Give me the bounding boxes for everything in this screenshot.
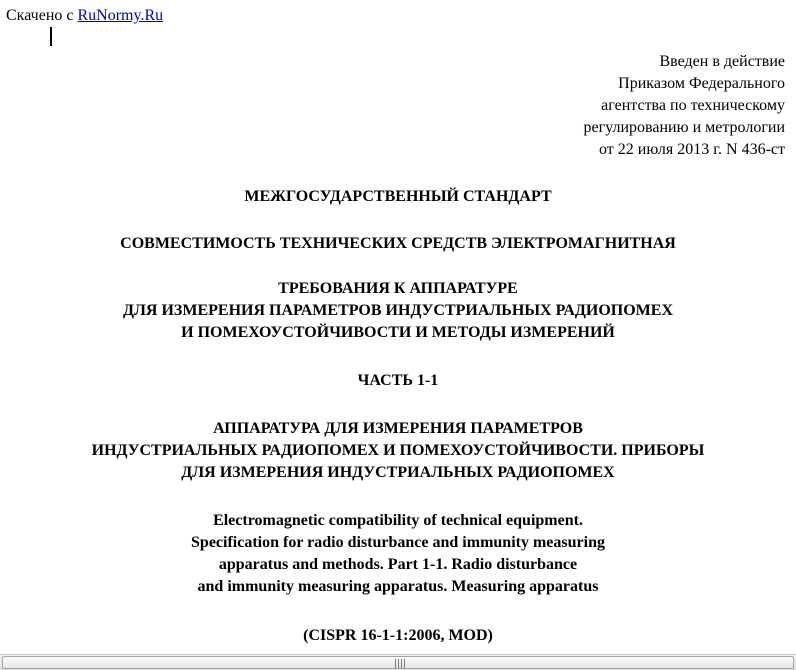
enactment-line: Введен в действие — [659, 53, 785, 70]
heading-line: ИНДУСТРИАЛЬНЫХ РАДИОПОМЕХ И ПОМЕХОУСТОЙЧИВОСТИ. ПРИБОРЫ — [91, 442, 705, 459]
heading-line: ЧАСТЬ 1-1 — [357, 372, 439, 389]
runormy-link[interactable]: RuNormy.Ru — [77, 7, 164, 24]
heading-line: ДЛЯ ИЗМЕРЕНИЯ ИНДУСТРИАЛЬНЫХ РАДИОПОМЕХ — [181, 464, 615, 481]
source-prefix: Скачено с — [6, 7, 78, 24]
part-heading — [0, 370, 796, 392]
enactment-line: Приказом Федерального — [618, 75, 785, 92]
heading-line: И ПОМЕХОУСТОЙЧИВОСТИ И МЕТОДЫ ИЗМЕРЕНИЙ — [181, 324, 615, 341]
heading-line: СОВМЕСТИМОСТЬ ТЕХНИЧЕСКИХ СРЕДСТВ ЭЛЕКТРОМАГНИТНАЯ — [120, 235, 676, 252]
heading-line: and immunity measuring apparatus. Measuring apparatus — [197, 578, 599, 595]
heading-line: МЕЖГОСУДАРСТВЕННЫЙ СТАНДАРТ — [244, 188, 552, 205]
heading-line: (CISPR 16-1-1:2006, MOD) — [303, 627, 493, 644]
apparatus-heading — [0, 418, 796, 484]
heading-line: ДЛЯ ИЗМЕРЕНИЯ ПАРАМЕТРОВ ИНДУСТРИАЛЬНЫХ РАДИОПОМЕХ — [122, 302, 673, 319]
horizontal-scrollbar[interactable] — [0, 654, 796, 670]
heading-line: apparatus and methods. Part 1-1. Radio disturbance — [218, 556, 578, 573]
text-cursor — [50, 27, 52, 46]
requirements-heading — [0, 278, 796, 344]
grip-icon — [395, 659, 406, 668]
heading-line: АППАРАТУРА ДЛЯ ИЗМЕРЕНИЯ ПАРАМЕТРОВ — [213, 420, 583, 437]
compatibility-heading — [0, 233, 796, 255]
heading-line: ТРЕБОВАНИЯ К АППАРАТУРЕ — [278, 280, 518, 297]
standard-type-heading — [0, 186, 796, 208]
source-line — [6, 6, 163, 25]
enactment-line: от 22 июля 2013 г. N 436-ст — [599, 141, 785, 158]
cispr-reference — [0, 625, 796, 647]
heading-line: Electromagnetic compatibility of technical equipment. — [213, 512, 583, 529]
english-title — [0, 510, 796, 598]
enactment-line: агентства по техническому — [601, 97, 785, 114]
scrollbar-thumb[interactable] — [2, 656, 794, 669]
heading-line: Specification for radio disturbance and immunity measuring — [191, 534, 605, 551]
enactment-block — [584, 51, 785, 161]
enactment-line: регулированию и метрологии — [583, 119, 785, 136]
